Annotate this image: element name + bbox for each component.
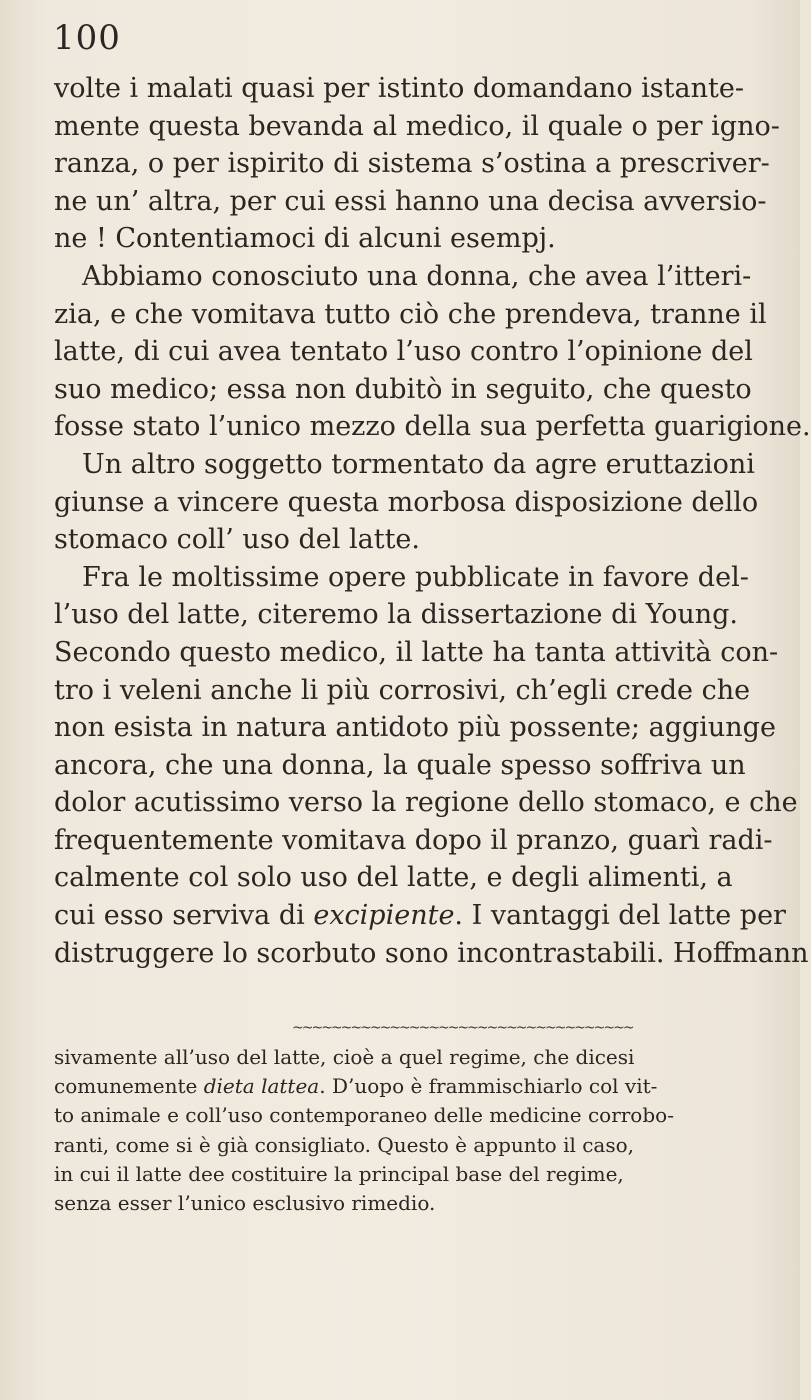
- footnote-line: senza esser l’unico esclusivo rimedio.: [54, 1190, 436, 1215]
- text-line: Abbiamo conosciuto una donna, che avea l’itteri-: [82, 260, 752, 292]
- text-line: ranza, o per ispirito di sistema s’ostina a prescriver-: [54, 148, 770, 180]
- text-line: zia, e che vomitava tutto ciò che prendeva, tranne il: [54, 298, 767, 330]
- text-line: ne un’ altra, per cui essi hanno una decisa avversio-: [54, 185, 767, 217]
- main-text: [54, 70, 811, 972]
- text-line: stomaco coll’ uso del latte.: [54, 524, 420, 556]
- text-line: calmente col solo uso del latte, e degli alimenti, a: [54, 862, 733, 894]
- text-line: volte i malati quasi per istinto domandano istante-: [54, 73, 744, 104]
- text-line: giunse a vincere questa morbosa disposizione dello: [54, 486, 759, 518]
- footnote: [54, 1043, 774, 1218]
- text-line: l’uso del latte, citeremo la dissertazione di Young.: [54, 599, 738, 631]
- footnote-line: in cui il latte dee costituire la principal base del regime,: [54, 1161, 624, 1186]
- text-line: latte, di cui avea tentato l’uso contro l’opinione del: [54, 336, 753, 368]
- ornamental-divider: ~~~~~~~~~~~~~~~~~~~~~~~~~~~~~~~~~~~: [292, 1020, 633, 1036]
- text-line: Un altro soggetto tormentato da agre eruttazioni: [82, 448, 755, 480]
- footnote-line: [54, 1072, 774, 1101]
- footnote-line: to animale e coll’uso contemporaneo delle medicine corrobo-: [54, 1103, 674, 1128]
- footnote-line: ranti, come si è già consigliato. Questo è appunto il caso,: [54, 1132, 635, 1157]
- text-line: Secondo questo medico, il latte ha tanta attività con-: [54, 636, 779, 668]
- text-line: fosse stato l’unico mezzo della sua perfetta guarigione.: [54, 411, 811, 443]
- italic-term: dieta lattea: [203, 1074, 320, 1099]
- text-line: ancora, che una donna, la quale spesso soffriva un: [54, 749, 746, 781]
- text-line: mente questa bevanda al medico, il quale o per igno-: [54, 110, 780, 142]
- text-line: [54, 897, 786, 935]
- text-fragment: comunemente: [54, 1074, 198, 1099]
- page-number: 100: [53, 18, 121, 58]
- text-line: dolor acutissimo verso la regione dello stomaco, e che: [54, 787, 798, 819]
- text-line: non esista in natura antidoto più possente; aggiunge: [54, 712, 776, 744]
- footnote-line: sivamente all’uso del latte, cioè a quel regime, che dicesi: [54, 1045, 635, 1069]
- text-line: distruggere lo scorbuto sono incontrastabili. Hoffmann: [54, 937, 809, 969]
- text-line: frequentemente vomitava dopo il pranzo, guarì radi-: [54, 824, 773, 856]
- italic-term: excipiente: [313, 900, 455, 932]
- text-fragment: cui esso serviva di: [54, 900, 305, 932]
- text-line: Fra le moltissime opere pubblicate in favore del-: [82, 561, 749, 593]
- text-fragment: . I vantaggi del latte per: [454, 900, 786, 932]
- text-fragment: . D’uopo è frammischiarlo col vit-: [319, 1074, 658, 1099]
- text-line: ne ! Contentiamoci di alcuni esempj.: [54, 223, 556, 255]
- text-line: suo medico; essa non dubitò in seguito, che questo: [54, 373, 752, 405]
- text-line: tro i veleni anche li più corrosivi, ch’egli crede che: [54, 674, 751, 706]
